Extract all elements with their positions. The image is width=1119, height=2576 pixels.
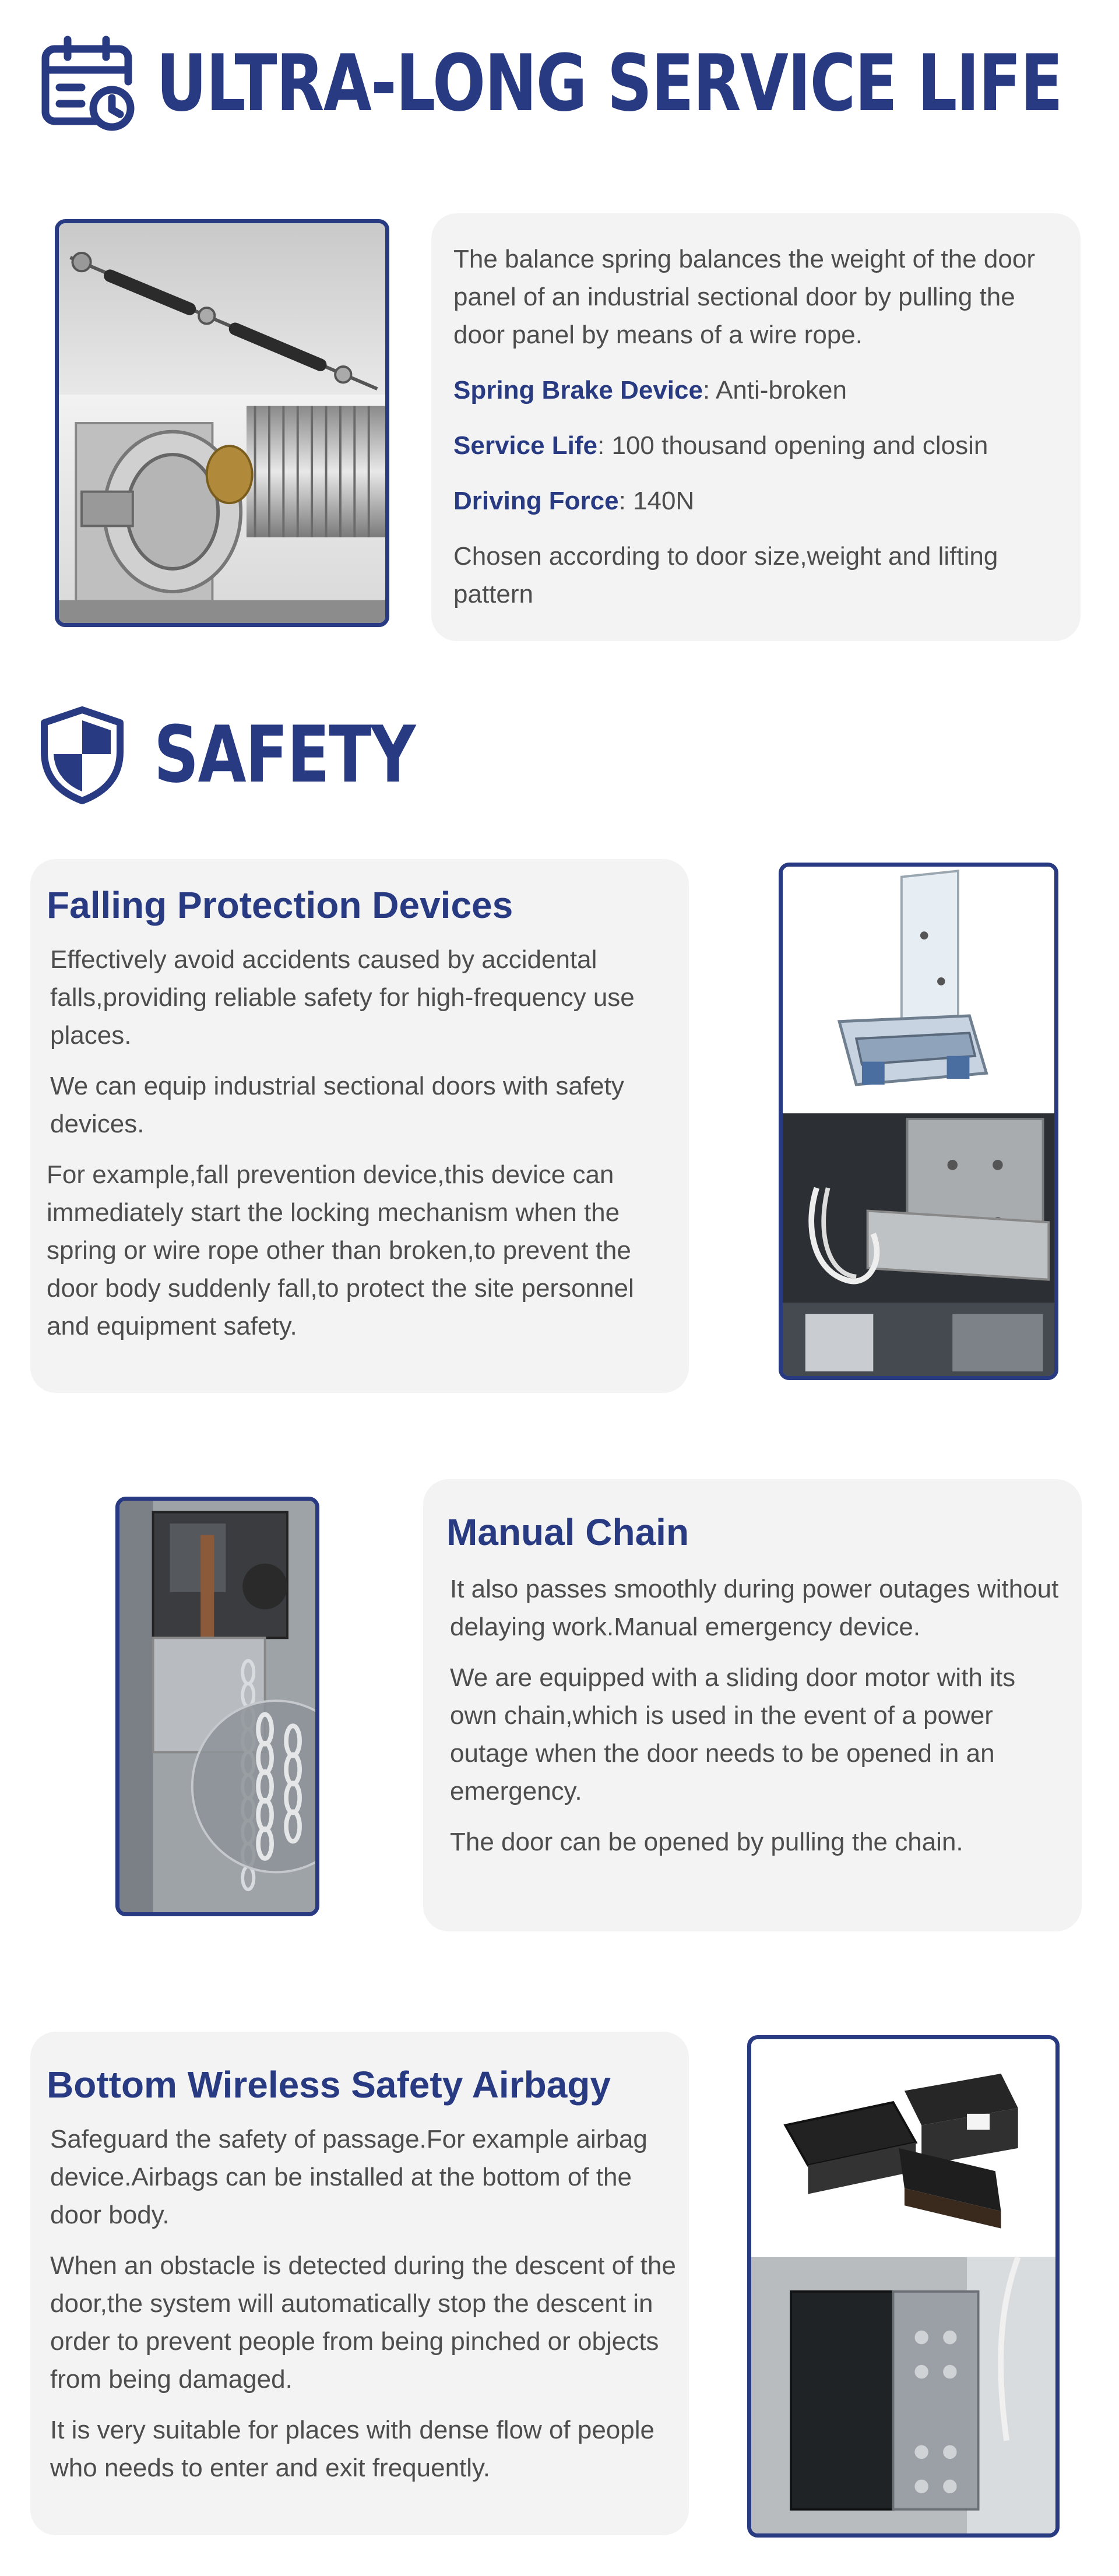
safety-title: SAFETY xyxy=(154,709,415,800)
spec-driving-force xyxy=(453,482,1060,520)
shield-icon xyxy=(38,705,126,804)
spec-value: : 100 thousand opening and closin xyxy=(597,431,988,460)
manual-chain-title: Manual Chain xyxy=(446,1511,689,1553)
service-life-card xyxy=(431,213,1081,641)
spec-label: Service Life xyxy=(453,431,598,460)
spring-image xyxy=(55,219,389,627)
falling-p2: We can equip industrial sectional doors with safety devices. xyxy=(50,1072,624,1138)
service-life-intro: The balance spring balances the weight of the door panel of an industrial sectional door by pulling the door panel by means of a wire rope. xyxy=(453,245,1035,349)
chain-p1: It also passes smoothly during power outages without delaying work.Manual emergency device. xyxy=(450,1575,1059,1641)
spec-spring-brake xyxy=(453,371,1060,409)
falling-protection-card xyxy=(30,859,689,1393)
airbag-title: Bottom Wireless Safety Airbagy xyxy=(47,2064,611,2106)
chain-p2: We are equipped with a sliding door motor with its own chain,which is used in the event of a power outage when the door needs to be opened in an emergency. xyxy=(450,1663,1016,1806)
chain-p3: The door can be opened by pulling the chain. xyxy=(450,1828,963,1856)
fall-prevention-image xyxy=(779,863,1058,1380)
spec-label: Spring Brake Device xyxy=(453,376,703,404)
spec-value: : Anti-broken xyxy=(702,376,847,404)
service-life-title: ULTRA-LONG SERVICE LIFE xyxy=(156,38,1062,129)
calendar-clock-icon xyxy=(38,34,138,133)
airbag-sensor-image xyxy=(747,2035,1060,2538)
falling-p3: For example,fall prevention device,this device can immediately start the locking mechanism when the spring or wire rope other than broken,to prevent the door body suddenly fall,to protect the site personnel and equipment safety. xyxy=(47,1160,634,1340)
spec-value: : 140N xyxy=(618,487,695,515)
service-life-header xyxy=(38,34,1119,133)
manual-chain-image xyxy=(115,1497,319,1916)
spec-label: Driving Force xyxy=(453,487,619,515)
falling-p1: Effectively avoid accidents caused by accidental falls,providing reliable safety for high-frequency use places. xyxy=(50,945,635,1050)
service-life-note: Chosen according to door size,weight and lifting pattern xyxy=(453,542,998,608)
spec-service-life xyxy=(453,427,1060,464)
airbag-p3: It is very suitable for places with dense flow of people who needs to enter and exit frequently. xyxy=(50,2416,654,2482)
falling-protection-title: Falling Protection Devices xyxy=(47,884,513,926)
safety-header xyxy=(38,705,480,804)
airbag-p1: Safeguard the safety of passage.For example airbag device.Airbags can be installed at the bottom of the door body. xyxy=(50,2125,648,2229)
manual-chain-card xyxy=(423,1479,1082,1931)
airbag-card xyxy=(30,2032,689,2535)
airbag-p2: When an obstacle is detected during the descent of the door,the system will automatically stop the descent in order to prevent people from being pinched or objects from being damaged. xyxy=(50,2251,676,2394)
